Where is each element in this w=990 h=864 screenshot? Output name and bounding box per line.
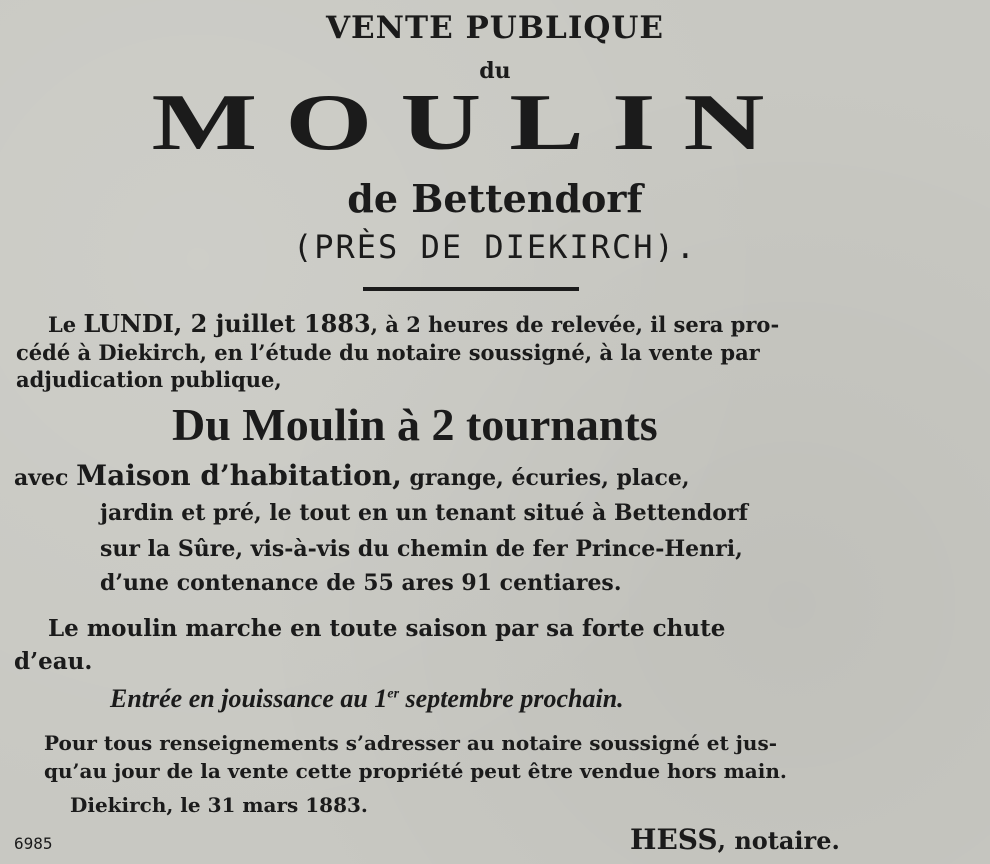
intro-line-3: adjudication publique, [16,367,282,392]
entry-line [110,684,624,714]
info-line-1: Pour tous renseignements s’adresser au notaire soussigné et jus- [44,731,778,755]
heading-place: de Bettendorf [347,176,643,221]
object-title: Du Moulin à 2 tournants [172,399,658,450]
intro-date: LUNDI, 2 juillet 1883 [83,309,371,338]
object-line-3: sur la Sûre, vis-à-vis du chemin de fer Prince-Henri, [100,536,743,562]
heading-near: (PRÈS DE DIEKIRCH). [292,228,698,266]
heading-moulin: MOULIN [151,77,793,167]
heading-vente-publique: VENTE PUBLIQUE [325,10,665,46]
notary-role: , notaire. [717,826,840,855]
water-line-2: d’eau. [14,648,93,675]
object-line-1-rest: grange, écuries, place, [401,465,690,491]
entry-a: Entrée en jouissance au 1 [110,684,388,713]
water-line-1: Le moulin marche en toute saison par sa forte chute [48,615,726,642]
heading-du: du [479,58,511,84]
info-line-2: qu’au jour de la vente cette propriété peut être vendue hors main. [44,759,787,783]
entry-sup: er [387,686,400,702]
intro-line-2: cédé à Diekirch, en l’étude du notaire soussigné, à la vente par [16,340,760,365]
object-line-2: jardin et pré, le tout en un tenant situé à Bettendorf [100,500,748,526]
object-line-1 [14,459,690,492]
intro-line-1 [48,309,779,338]
divider-rule [363,287,579,291]
reference-number: 6985 [14,834,53,853]
intro-le: Le [48,312,84,337]
object-avec: avec [14,465,77,491]
signature [630,823,840,856]
object-maison: Maison d’habitation, [76,459,402,492]
object-line-4: d’une contenance de 55 ares 91 centiares. [100,570,622,596]
notary-name: HESS [630,823,718,856]
entry-b: septembre prochain. [399,684,624,713]
place-date: Diekirch, le 31 mars 1883. [70,793,368,817]
intro-rest: , à 2 heures de relevée, il sera pro- [370,312,780,337]
